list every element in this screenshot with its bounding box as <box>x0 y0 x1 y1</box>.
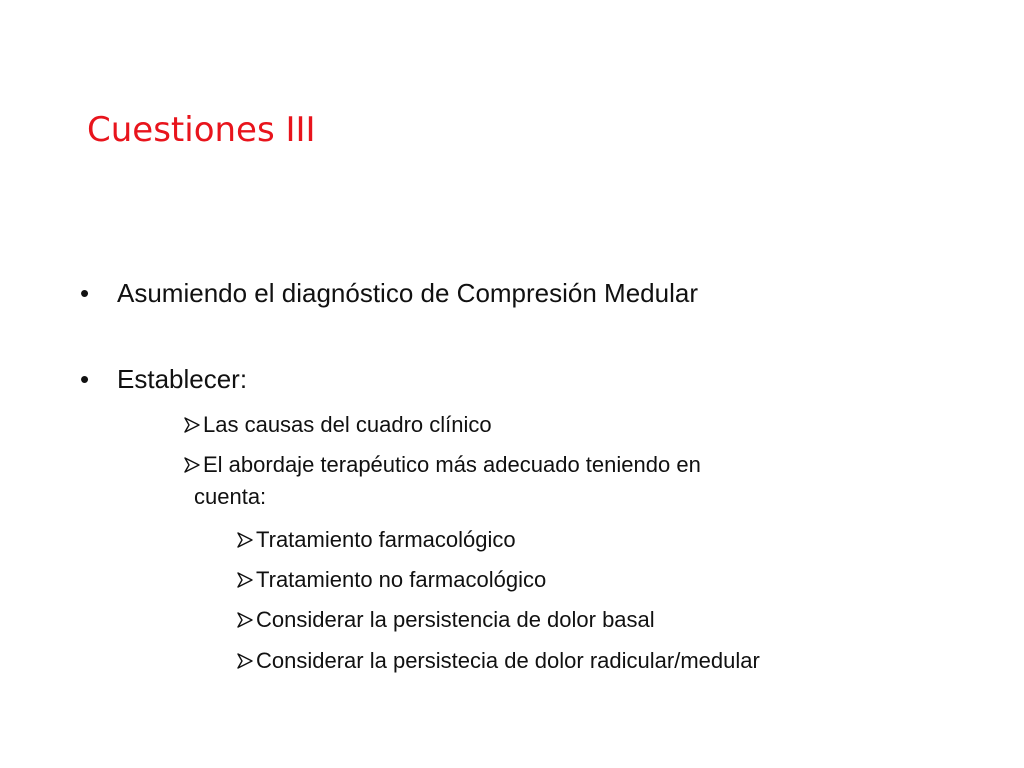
bullet-dot-icon: • <box>80 278 90 308</box>
bullet-dot-icon: • <box>80 364 90 394</box>
bullet-text: Asumiendo el diagnóstico de Compresión Medular <box>117 278 698 308</box>
sub-item-text: El abordaje terapéutico más adecuado teniendo en <box>203 452 701 477</box>
hollow-arrowhead-icon <box>236 571 254 589</box>
hollow-arrowhead-icon <box>183 456 201 474</box>
sub-item-text: Las causas del cuadro clínico <box>203 412 492 437</box>
sub-sub-item-text: Considerar la persistecia de dolor radicular/medular <box>256 648 760 673</box>
hollow-arrowhead-icon <box>236 611 254 629</box>
slide-title: Cuestiones III <box>87 110 316 150</box>
hollow-arrowhead-icon <box>183 416 201 434</box>
sub-sub-item-text: Tratamiento farmacológico <box>256 527 516 552</box>
hollow-arrowhead-icon <box>236 652 254 670</box>
sub-sub-item-text: Considerar la persistencia de dolor basal <box>256 607 655 632</box>
sub-item-continuation: cuenta: <box>194 484 267 509</box>
hollow-arrowhead-icon <box>236 531 254 549</box>
bullet-text: Establecer: <box>117 364 248 394</box>
sub-sub-item-text: Tratamiento no farmacológico <box>256 567 547 592</box>
